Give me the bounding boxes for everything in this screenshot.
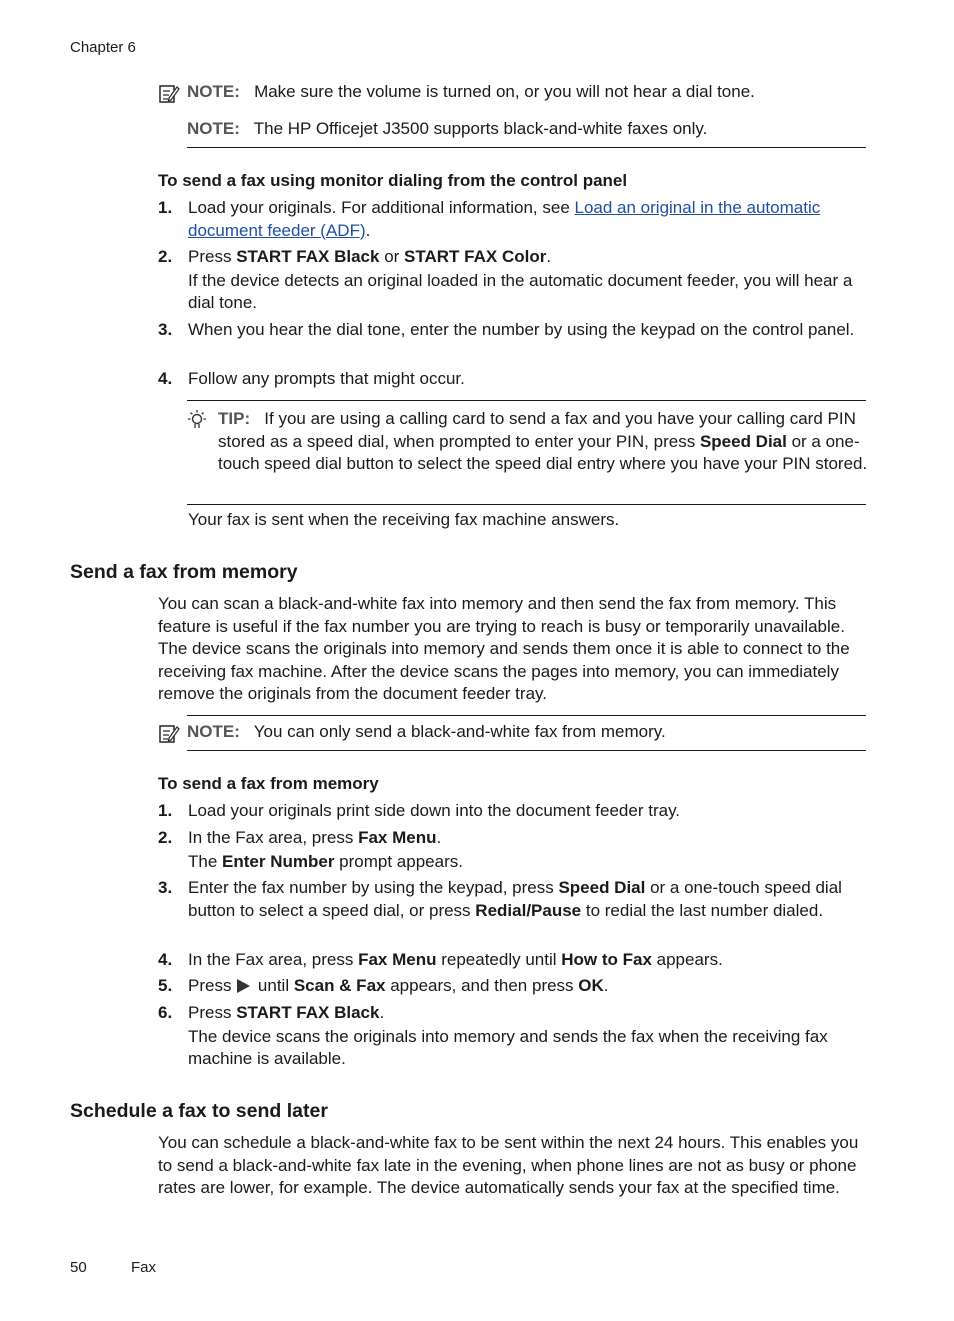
tip-label: TIP: bbox=[218, 409, 251, 428]
section-intro: You can schedule a black-and-white fax to be sent within the next 24 hours. This enables you to send a black-and-white fax late in the evening, when phone lines are not as busy or phone rates are lower, for example. The device automatically sends your fax at the specified time. bbox=[158, 1133, 859, 1197]
adf-link[interactable]: Load an original in the automatic document feeder (ADF) bbox=[188, 198, 821, 240]
lightbulb-icon bbox=[186, 409, 208, 431]
step-number: 3. bbox=[158, 320, 173, 339]
list-item bbox=[158, 800, 866, 823]
note-label: NOTE: bbox=[187, 722, 240, 741]
step-detail: The Enter Number prompt appears. bbox=[188, 851, 463, 871]
list-item: 3. Enter the fax number by using the keypad, press Speed Dial or a one-touch speed dial button to select a speed dial, or press Redial/Pause to redial the last number dialed. bbox=[158, 878, 842, 920]
procedure-heading: To send a fax using monitor dialing from the control panel bbox=[158, 171, 628, 190]
chapter-label: Chapter 6 bbox=[70, 39, 136, 56]
step-number: 2. bbox=[158, 247, 173, 266]
list-item bbox=[158, 319, 866, 342]
step-number: 2. bbox=[158, 828, 173, 847]
note-divider bbox=[187, 147, 866, 148]
note-text: Make sure the volume is turned on, or you will not hear a dial tone. bbox=[254, 82, 755, 101]
step-number: 1. bbox=[158, 801, 173, 820]
note-top-divider bbox=[187, 715, 866, 716]
section-title: Send a fax from memory bbox=[70, 561, 298, 583]
list-item: 5. Press until Scan & Fax appears, and then press OK. bbox=[158, 975, 866, 998]
page-number: 50 bbox=[70, 1259, 87, 1276]
section-title: Schedule a fax to send later bbox=[70, 1100, 328, 1122]
result-text: Your fax is sent when the receiving fax machine answers. bbox=[188, 510, 620, 529]
note-label: NOTE: bbox=[187, 82, 240, 101]
step-number: 3. bbox=[158, 878, 173, 897]
step-number: 4. bbox=[158, 950, 173, 969]
step-number: 4. bbox=[158, 369, 173, 388]
note-bw-only bbox=[187, 118, 867, 141]
step-number: 5. bbox=[158, 976, 173, 995]
step-detail: If the device detects an original loaded in the automatic document feeder, you will hear a dial tone. bbox=[188, 270, 853, 312]
list-item: 2. Press START FAX Black or START FAX Color. If the device detects an original loaded in the automatic document feeder, you will hear a dial tone. bbox=[158, 246, 866, 315]
note-bottom-divider bbox=[187, 750, 866, 751]
right-arrow-icon bbox=[237, 979, 250, 993]
note-icon bbox=[158, 83, 180, 105]
note-icon bbox=[158, 723, 180, 745]
procedure-heading: To send a fax from memory bbox=[158, 774, 379, 793]
step-detail: The device scans the originals into memory and sends the fax when the receiving fax machine is available. bbox=[188, 1026, 828, 1068]
step-text: Load your originals. For additional information, see bbox=[188, 198, 575, 217]
list-item: 1. Load your originals. For additional information, see Load an original in the automatic document feeder (ADF). bbox=[158, 198, 821, 240]
note-volume bbox=[187, 81, 867, 104]
list-item: 6. Press START FAX Black. The device scans the originals into memory and sends the fax when the receiving fax machine is available. bbox=[158, 1002, 866, 1071]
step-text: Load your originals print side down into the document feeder tray. bbox=[188, 801, 681, 820]
tip-bottom-divider bbox=[187, 504, 866, 505]
tip-text: TIP: If you are using a calling card to send a fax and you have your calling card PIN stored as a speed dial, when prompted to enter your PIN, press Speed Dial or a one-touch speed dial button to select the speed dial entry where you have your PIN stored. bbox=[218, 409, 868, 473]
note-text: You can only send a black-and-white fax from memory. bbox=[253, 722, 666, 741]
step-number: 6. bbox=[158, 1003, 173, 1022]
footer-section: Fax bbox=[131, 1259, 157, 1276]
note-memory bbox=[187, 721, 867, 744]
list-item: 2. In the Fax area, press Fax Menu. The Enter Number prompt appears. bbox=[158, 827, 866, 873]
step-text: Follow any prompts that might occur. bbox=[188, 369, 465, 388]
note-label: NOTE: bbox=[187, 119, 240, 138]
tip-top-divider bbox=[187, 400, 866, 401]
list-item: 4. In the Fax area, press Fax Menu repeatedly until How to Fax appears. bbox=[158, 949, 866, 972]
list-item bbox=[158, 368, 866, 391]
step-number: 1. bbox=[158, 198, 173, 217]
note-text: The HP Officejet J3500 supports black-and-white faxes only. bbox=[253, 119, 708, 138]
step-text: When you hear the dial tone, enter the number by using the keypad on the control panel. bbox=[188, 320, 855, 339]
section-intro: You can scan a black-and-white fax into memory and then send the fax from memory. This feature is useful if the fax number you are trying to reach is busy or temporarily unavailable. The device scans the originals into memory and sends them once it is able to connect to the receiving fax machine. After the device scans the pages into memory, you can immediately remove the originals from the document feeder tray. bbox=[158, 594, 850, 703]
